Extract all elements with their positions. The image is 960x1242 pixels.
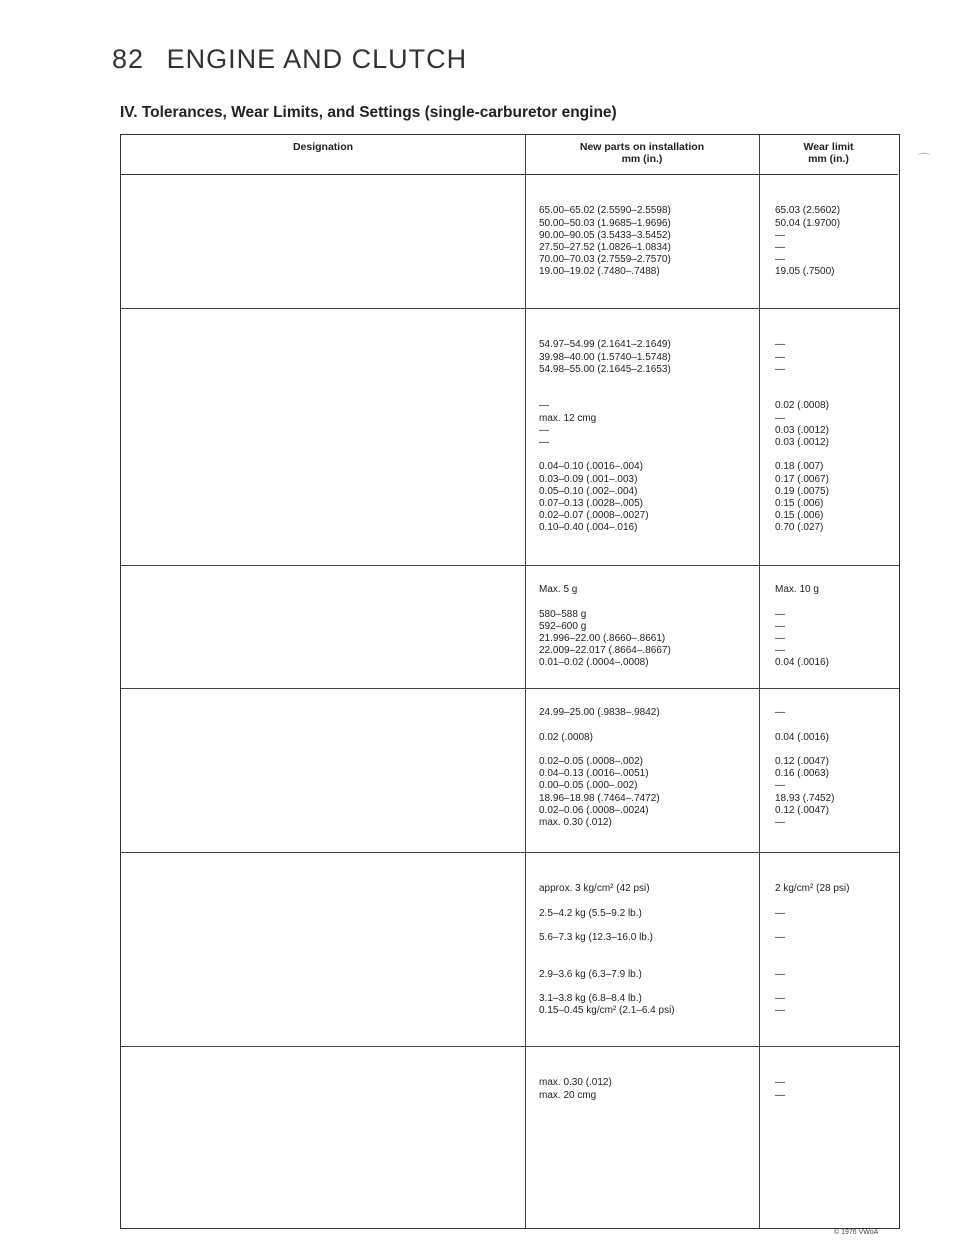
table-row — [121, 805, 899, 817]
new-parts-value: 5.6–7.3 kg (12.3–16.0 lb.) — [539, 932, 653, 944]
new-parts-value: Max. 5 g — [539, 584, 578, 596]
new-parts-value: 0.15–0.45 kg/cm² (2.1–6.4 psi) — [539, 1005, 675, 1017]
wear-limit-value: — — [775, 907, 785, 919]
wear-limit-value: 50.04 (1.9700) — [775, 217, 841, 229]
wear-limit-value: — — [775, 608, 785, 620]
table-row — [121, 732, 899, 744]
new-parts-value: 24.99–25.00 (.9838–.9842) — [539, 707, 660, 719]
wear-limit-value: Max. 10 g — [775, 584, 819, 596]
wear-limit-value: 18.93 (.7452) — [775, 792, 835, 804]
wear-limit-value: — — [775, 932, 785, 944]
running-head — [112, 44, 467, 75]
new-parts-value: 0.02 (.0008) — [539, 731, 593, 743]
table-row — [121, 181, 899, 193]
wear-limit-value: — — [775, 254, 785, 266]
new-parts-value: — — [539, 400, 549, 412]
table-row — [121, 1005, 899, 1017]
table-row — [121, 486, 899, 498]
wear-limit-value: — — [775, 242, 785, 253]
wear-limit-value: — — [775, 339, 785, 351]
new-parts-value: 0.10–0.40 (.004–.016) — [539, 522, 638, 534]
wear-limit-value: 0.18 (.007) — [775, 461, 824, 473]
copyright-notice: © 1976 VWoA — [834, 1229, 879, 1236]
table-row — [121, 707, 899, 719]
table-section — [121, 1046, 899, 1228]
new-parts-value: 3.1–3.8 kg (6.8–8.4 lb.) — [539, 993, 642, 1005]
tolerance-table — [120, 134, 900, 1229]
table-row — [121, 193, 899, 205]
wear-limit-value: 0.15 (.006) — [775, 510, 824, 522]
wear-limit-value: — — [775, 229, 785, 241]
wear-limit-value: 0.12 (.0047) — [775, 756, 829, 767]
new-parts-value: 0.01–0.02 (.0004–.0008) — [539, 657, 649, 669]
new-parts-value: 0.02–0.06 (.0008–.0024) — [539, 804, 649, 816]
new-parts-value: 2.5–4.2 kg (5.5–9.2 lb.) — [539, 907, 642, 919]
new-parts-value: 580–588 g — [539, 608, 587, 620]
wear-limit-value: — — [775, 968, 785, 980]
new-parts-value: max. 0.30 (.012) — [539, 1077, 612, 1089]
table-row — [121, 793, 899, 805]
table-row — [121, 969, 899, 981]
new-parts-value: 39.98–40.00 (1.5740–1.5748) — [539, 351, 671, 363]
wear-limit-value: — — [775, 780, 785, 792]
table-row — [121, 572, 899, 584]
table-row — [121, 339, 899, 351]
table-row — [121, 254, 899, 266]
wear-limit-value: — — [775, 1077, 785, 1089]
table-section — [121, 308, 899, 565]
table-row — [121, 315, 899, 327]
new-parts-value: 0.07–0.13 (.0028–.005) — [539, 498, 643, 509]
table-row — [121, 352, 899, 364]
section-title: IV. Tolerances, Wear Limits, and Settings (single-carburetor engine) — [120, 104, 617, 121]
new-parts-value: 18.96–18.98 (.7464–.7472) — [539, 792, 660, 804]
column-header-wear-limit: Wear limit mm (in.) — [759, 135, 898, 175]
table-section — [121, 565, 899, 688]
table-section — [121, 688, 899, 852]
new-parts-value: 22.009–22.017 (.8664–.8667) — [539, 645, 671, 657]
table-row — [121, 883, 899, 895]
table-row — [121, 218, 899, 230]
new-parts-value: — — [539, 437, 549, 448]
table-section — [121, 852, 899, 1046]
chapter-title: ENGINE AND CLUTCH — [166, 44, 468, 74]
new-parts-value: 0.04–0.10 (.0016–.004) — [539, 461, 643, 473]
table-row — [121, 413, 899, 425]
table-row — [121, 1077, 899, 1089]
wear-limit-value: 0.16 (.0063) — [775, 768, 829, 780]
new-parts-value: 0.00–0.05 (.000–.002) — [539, 780, 638, 792]
table-row — [121, 768, 899, 780]
table-row — [121, 695, 899, 707]
new-parts-value: 0.05–0.10 (.002–.004) — [539, 485, 638, 497]
table-row — [121, 657, 899, 669]
table-row — [121, 376, 899, 388]
wear-limit-value: — — [775, 620, 785, 632]
wear-limit-value: 0.15 (.006) — [775, 498, 824, 509]
new-parts-value: 592–600 g — [539, 620, 587, 632]
wear-limit-value: — — [775, 633, 785, 644]
table-row — [121, 400, 899, 412]
table-row — [121, 744, 899, 756]
table-row — [121, 633, 899, 645]
table-row — [121, 645, 899, 657]
page-number: 82 — [112, 44, 145, 74]
wear-limit-value: 0.70 (.027) — [775, 522, 824, 534]
new-parts-value: 54.97–54.99 (2.1641–2.1649) — [539, 339, 671, 351]
wear-limit-value: 2 kg/cm² (28 psi) — [775, 883, 850, 895]
wear-limit-value: 19.05 (.7500) — [775, 266, 835, 278]
column-header-new-parts: New parts on installation mm (in.) — [525, 135, 759, 175]
table-row — [121, 932, 899, 944]
table-row — [121, 780, 899, 792]
scan-mark: ⌒ — [918, 152, 931, 166]
table-row — [121, 1053, 899, 1065]
table-row — [121, 425, 899, 437]
wear-limit-value: — — [775, 1089, 785, 1101]
new-parts-value: 54.98–55.00 (2.1645–2.1653) — [539, 363, 671, 375]
table-row — [121, 474, 899, 486]
new-parts-value: 0.02–0.05 (.0008–.002) — [539, 756, 643, 767]
new-parts-value: 0.03–0.09 (.001–.003) — [539, 473, 638, 485]
table-row — [121, 871, 899, 883]
column-header-designation: Designation — [121, 135, 525, 175]
new-parts-value: — — [539, 424, 549, 436]
table-row — [121, 981, 899, 993]
table-row — [121, 449, 899, 461]
wear-limit-value: 0.03 (.0012) — [775, 424, 829, 436]
wear-limit-value: 0.19 (.0075) — [775, 485, 829, 497]
table-row — [121, 584, 899, 596]
new-parts-value: max. 20 cmg — [539, 1089, 597, 1101]
new-parts-value: max. 12 cmg — [539, 412, 597, 424]
table-row — [121, 1090, 899, 1102]
wear-limit-value: — — [775, 412, 785, 424]
new-parts-value: 90.00–90.05 (3.5433–3.5452) — [539, 229, 671, 241]
table-row — [121, 896, 899, 908]
table-row — [121, 957, 899, 969]
new-parts-value: 50.00–50.03 (1.9685–1.9696) — [539, 217, 671, 229]
wear-limit-value: 65.03 (2.5602) — [775, 205, 841, 217]
table-row — [121, 719, 899, 731]
new-parts-value: 21.996–22.00 (.8660–.8661) — [539, 633, 666, 644]
table-row — [121, 522, 899, 534]
table-row — [121, 944, 899, 956]
table-row — [121, 461, 899, 473]
table-row — [121, 364, 899, 376]
wear-limit-value: 0.03 (.0012) — [775, 437, 829, 448]
table-row — [121, 596, 899, 608]
new-parts-value: 0.04–0.13 (.0016–.0051) — [539, 768, 649, 780]
table-row — [121, 205, 899, 217]
wear-limit-value: 0.17 (.0067) — [775, 473, 829, 485]
table-row — [121, 242, 899, 254]
new-parts-value: 19.00–19.02 (.7480–.7488) — [539, 266, 660, 278]
new-parts-value: 0.02–0.07 (.0008–.0027) — [539, 510, 649, 522]
wear-limit-value: — — [775, 707, 785, 719]
table-row — [121, 908, 899, 920]
table-row — [121, 1065, 899, 1077]
table-row — [121, 621, 899, 633]
table-row — [121, 230, 899, 242]
new-parts-value: 70.00–70.03 (2.7559–2.7570) — [539, 254, 671, 266]
table-row — [121, 510, 899, 522]
new-parts-value: 65.00–65.02 (2.5590–2.5598) — [539, 205, 671, 217]
wear-limit-value: — — [775, 645, 785, 657]
table-section — [121, 175, 899, 308]
wear-limit-value: 0.04 (.0016) — [775, 657, 829, 669]
table-row — [121, 993, 899, 1005]
table-row — [121, 498, 899, 510]
wear-limit-value: — — [775, 1005, 785, 1017]
wear-limit-value: — — [775, 351, 785, 363]
wear-limit-value: — — [775, 363, 785, 375]
table-row — [121, 327, 899, 339]
table-row — [121, 266, 899, 278]
wear-limit-value: 0.12 (.0047) — [775, 804, 829, 816]
new-parts-value: approx. 3 kg/cm² (42 psi) — [539, 883, 650, 895]
wear-limit-value: — — [775, 817, 785, 828]
table-row — [121, 817, 899, 829]
table-row — [121, 609, 899, 621]
new-parts-value: 27.50–27.52 (1.0826–1.0834) — [539, 242, 671, 253]
new-parts-value: 2.9–3.6 kg (6.3–7.9 lb.) — [539, 968, 642, 980]
wear-limit-value: — — [775, 993, 785, 1005]
table-row — [121, 756, 899, 768]
wear-limit-value: 0.04 (.0016) — [775, 731, 829, 743]
wear-limit-value: 0.02 (.0008) — [775, 400, 829, 412]
table-row — [121, 859, 899, 871]
table-row — [121, 437, 899, 449]
table-row — [121, 920, 899, 932]
new-parts-value: max. 0.30 (.012) — [539, 817, 612, 828]
table-row — [121, 388, 899, 400]
